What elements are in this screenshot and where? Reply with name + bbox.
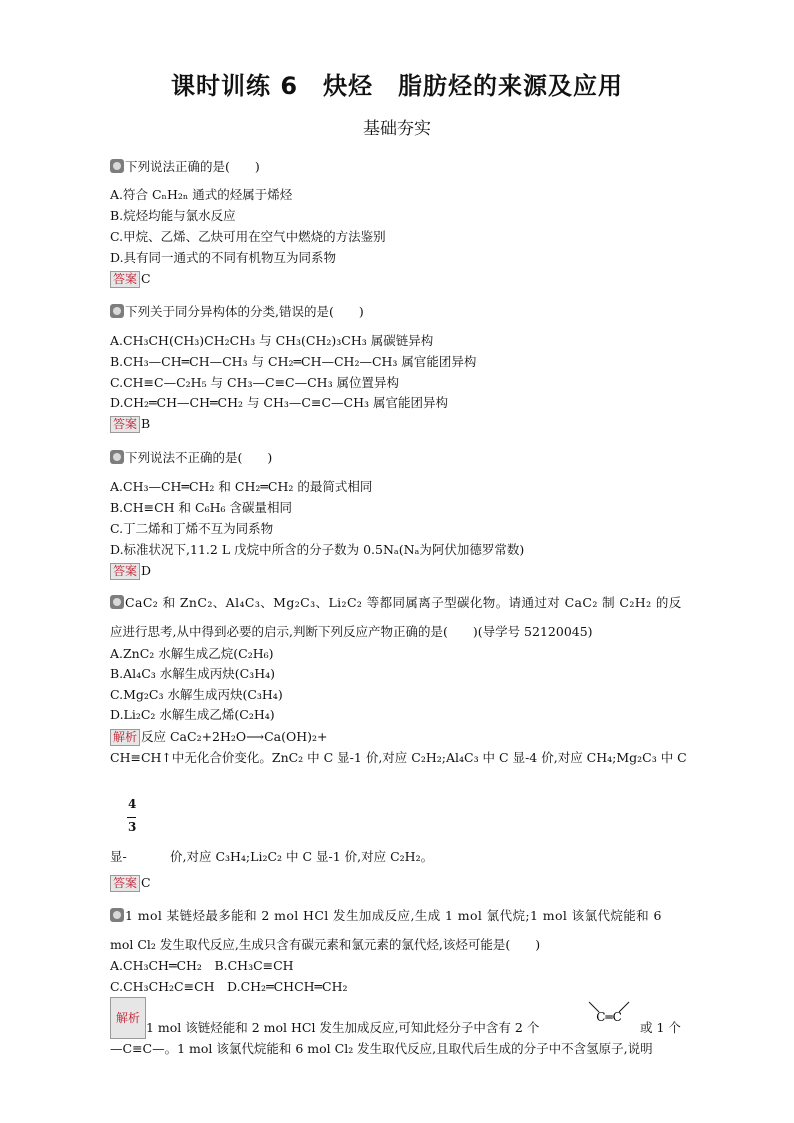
q4-option-a: A.ZnC₂ 水解生成乙烷(C₂H₆): [110, 646, 274, 661]
q2-option-a: A.CH₃CH(CH₃)CH₂CH₃ 与 CH₃(CH₂)₃CH₃ 属碳链异构: [110, 333, 434, 348]
q4-analysis-line1: 解析 反应 CaC₂+2H₂O⟶Ca(OH)₂+: [110, 728, 328, 746]
q3-option-d: D.标准状况下,11.2 L 戊烷中所含的分子数为 0.5Nₐ(Nₐ为阿伏加德罗常数): [110, 542, 525, 557]
q3-answer: 答案 D: [110, 562, 151, 580]
question-badge-icon: [110, 304, 124, 318]
q3-option-a: A.CH₃—CH═CH₂ 和 CH₂═CH₂ 的最简式相同: [110, 479, 373, 494]
question-3-stem: 下列说法不正确的是( ): [110, 449, 272, 467]
q5-analysis-line1a: 1 mol 该链烃能和 2 mol HCl 发生加成反应,可知此烃分子中含有 2 个: [146, 1020, 540, 1035]
question-1-stem: 下列说法正确的是( ): [110, 158, 260, 176]
q5-analysis-line1b: 或 1 个: [640, 1020, 681, 1035]
question-badge-icon: [110, 908, 124, 922]
page-title: 课时训练 6 炔烃 脂肪烃的来源及应用: [170, 72, 624, 100]
q1-option-a: A.符合 CₙH₂ₙ 通式的烃属于烯烃: [110, 187, 293, 202]
q1-option-d: D.具有同一通式的不同有机物互为同系物: [110, 250, 337, 265]
question-5-stem-line2: mol Cl₂ 发生取代反应,生成只含有碳元素和氯元素的氯代烃,该烃可能是( ): [110, 937, 541, 952]
q4-analysis-line3b: 价,对应 C₃H₄;Li₂C₂ 中 C 显-1 价,对应 C₂H₂。: [170, 849, 434, 864]
q5-analysis-line2: —C≡C—。1 mol 该氯代烷能和 6 mol Cl₂ 发生取代反应,且取代后生成的分子中不含氢原子,说明: [110, 1041, 653, 1056]
q2-option-c: C.CH≡C—C₂H₅ 与 CH₃—C≡C—CH₃ 属位置异构: [110, 375, 400, 390]
answer-label: 答案: [110, 875, 140, 892]
question-4-stem-line1: CaC₂ 和 ZnC₂、Al₄C₃、Mg₂C₃、Li₂C₂ 等都同属离子型碳化物。请通过对 CaC₂ 制 C₂H₂ 的反: [110, 594, 682, 612]
answer-label: 答案: [110, 416, 140, 433]
question-badge-icon: [110, 159, 124, 173]
fraction-denominator: 3: [128, 820, 137, 834]
q3-option-c: C.丁二烯和丁烯不互为同系物: [110, 521, 274, 536]
q1-option-b: B.烷烃均能与氯水反应: [110, 208, 236, 223]
answer-label: 答案: [110, 271, 140, 288]
q4-option-b: B.Al₄C₃ 水解生成丙炔(C₃H₄): [110, 666, 275, 681]
q4-option-d: D.Li₂C₂ 水解生成乙烯(C₂H₄): [110, 707, 275, 722]
q4-answer: 答案 C: [110, 874, 151, 892]
fraction-bar: [127, 817, 136, 818]
q4-option-c: C.Mg₂C₃ 水解生成丙炔(C₃H₄): [110, 687, 283, 702]
q1-answer: 答案 C: [110, 270, 151, 288]
q2-option-d: D.CH₂═CH—CH═CH₂ 与 CH₃—C≡C—CH₃ 属官能团异构: [110, 395, 448, 410]
analysis-label: 解析: [110, 729, 140, 746]
fraction-numerator: 4: [128, 797, 137, 811]
analysis-label-large: 解析: [110, 997, 146, 1039]
q4-analysis-line3a: 显-: [110, 849, 127, 864]
question-5-stem-line1: 1 mol 某链烃最多能和 2 mol HCl 发生加成反应,生成 1 mol 氯代烷;1 mol 该氯代烷能和 6: [110, 907, 662, 925]
q5-options-row1: A.CH₃CH═CH₂ B.CH₃C≡CH: [110, 958, 294, 973]
answer-label: 答案: [110, 563, 140, 580]
q3-option-b: B.CH≡CH 和 C₆H₆ 含碳量相同: [110, 500, 292, 515]
q5-options-row2: C.CH₃CH₂C≡CH D.CH₂═CHCH═CH₂: [110, 979, 348, 994]
double-bond-label: C═C: [596, 1010, 622, 1024]
section-subtitle: 基础夯实: [363, 119, 431, 139]
carbon-double-bond-structure: [583, 998, 635, 1034]
q4-analysis-line2: CH≡CH↑中无化合价变化。ZnC₂ 中 C 显-1 价,对应 C₂H₂;Al₄C₃ 中 C 显-4 价,对应 CH₄;Mg₂C₃ 中 C: [110, 750, 687, 765]
q1-option-c: C.甲烷、乙烯、乙炔可用在空气中燃烧的方法鉴别: [110, 229, 386, 244]
question-badge-icon: [110, 450, 124, 464]
question-badge-icon: [110, 595, 124, 609]
q2-option-b: B.CH₃—CH═CH—CH₃ 与 CH₂═CH—CH₂—CH₃ 属官能团异构: [110, 354, 477, 369]
question-4-stem-line2: 应进行思考,从中得到必要的启示,判断下列反应产物正确的是( )(导学号 52120045): [110, 624, 593, 639]
q2-answer: 答案 B: [110, 415, 150, 433]
question-2-stem: 下列关于同分异构体的分类,错误的是( ): [110, 303, 364, 321]
